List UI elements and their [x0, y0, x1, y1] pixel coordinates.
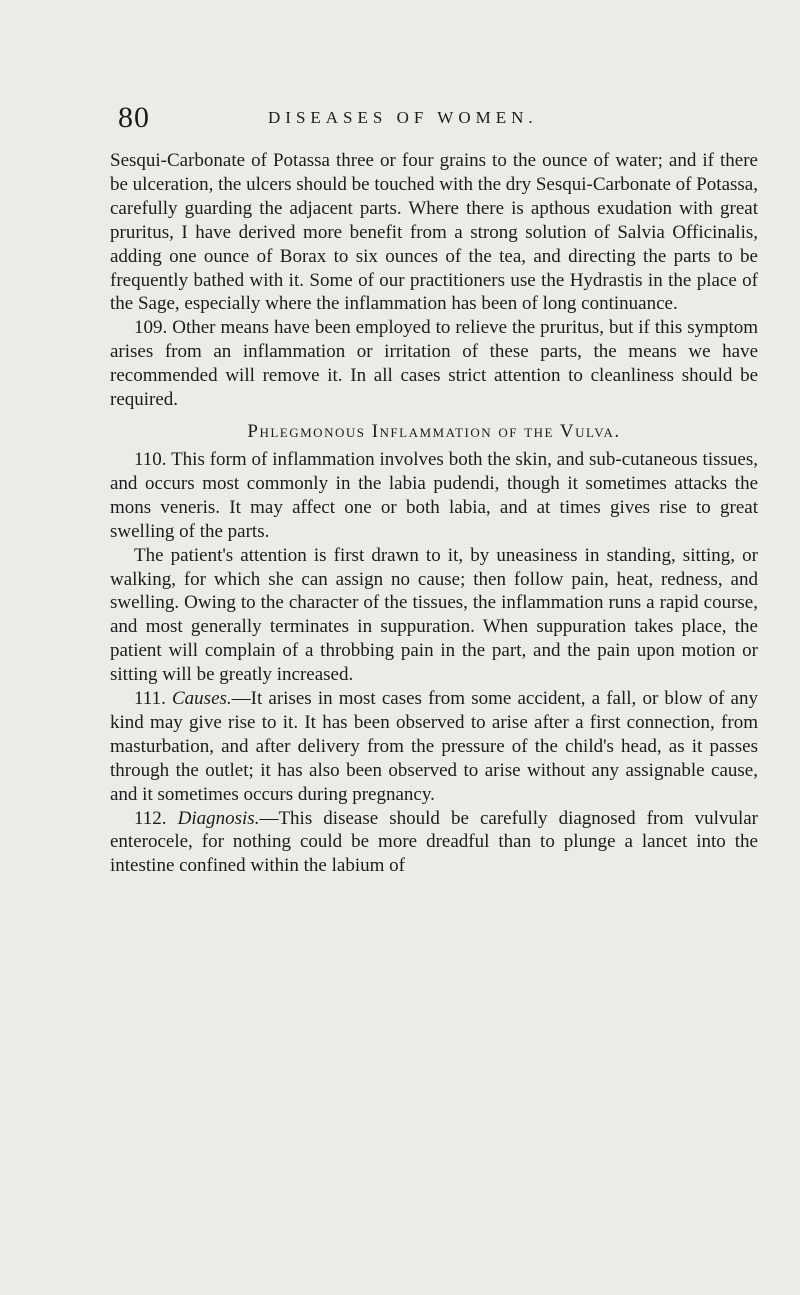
- paragraph-number: 110.: [134, 448, 167, 470]
- page-header: [118, 98, 758, 138]
- running-head: DISEASES OF WOMEN.: [268, 108, 538, 127]
- paragraph-text: —It arises in most cases from some accident, a fall, or blow of any kind may give rise to it. It has been observed to arise after a first connection, from masturbation, and after delivery from the pressure of the child's head, as it passes through the outlet; it has also been observed to arise without any assignable cause, and it sometimes occurs during pregnancy.: [110, 688, 758, 805]
- page-number: 80: [118, 101, 150, 134]
- section-heading: Phlegmonous Inflammation of the Vulva.: [247, 420, 621, 442]
- paragraph-number: 112.: [134, 807, 167, 829]
- run-in-heading-diagnosis: Diagnosis.: [177, 807, 260, 829]
- paragraph-number: 111.: [134, 688, 166, 710]
- paragraph-110: [110, 448, 758, 544]
- paragraph-112: [110, 807, 758, 879]
- paragraph-continuation: [110, 149, 758, 316]
- run-in-heading-causes: Causes.: [172, 688, 232, 710]
- paragraph-text: The patient's attention is first drawn to it, by uneasiness in standing, sitting, or walking, for which she can assign no cause; then follow pain, heat, redness, and swelling. Owing to the character of the tissues, the inflammation runs a rapid course, and most generally terminates in suppuration. When suppuration takes place, the patient will complain of a throbbing pain in the part, and the pain upon motion or sitting will be greatly increased.: [110, 544, 758, 686]
- paragraph-text: Other means have been employed to relieve the pruritus, but if this symptom arises from an inflammation or irritation of these parts, the means we have recommended will remove it. In all cases strict attention to cleanliness should be required.: [110, 317, 758, 411]
- paragraph-109: [110, 316, 758, 412]
- paragraph-111: [110, 687, 758, 807]
- paragraph-symptoms: [110, 544, 758, 687]
- paragraph-text: This form of inflammation involves both the skin, and sub-cutaneous tissues, and occurs most commonly in the labia pudendi, though it sometimes attacks the mons veneris. It may affect one or both labia, and at times gives rise to great swelling of the parts.: [110, 448, 758, 542]
- paragraph-text: —This disease should be carefully diagnosed from vulvular enterocele, for nothing could be more dreadful than to plunge a lancet into the intestine confined within the labium of: [110, 807, 758, 877]
- paragraph-text: Sesqui-Carbonate of Potassa three or four grains to the ounce of water; and if there be ulceration, the ulcers should be touched with the dry Sesqui-Carbonate of Potassa, carefully guarding the adjacent parts. Where there is apthous exudation with great pruritus, I have derived more benefit from a strong solution of Salvia Officinalis, adding one ounce of Borax to six ounces of the tea, and directing the parts to be frequently bathed with it. Some of our practitioners use the Hydrastis in the place of the Sage, especially where the inflammation has been of long continuance.: [110, 150, 758, 315]
- body-text: [110, 149, 758, 878]
- paragraph-number: 109.: [134, 317, 168, 339]
